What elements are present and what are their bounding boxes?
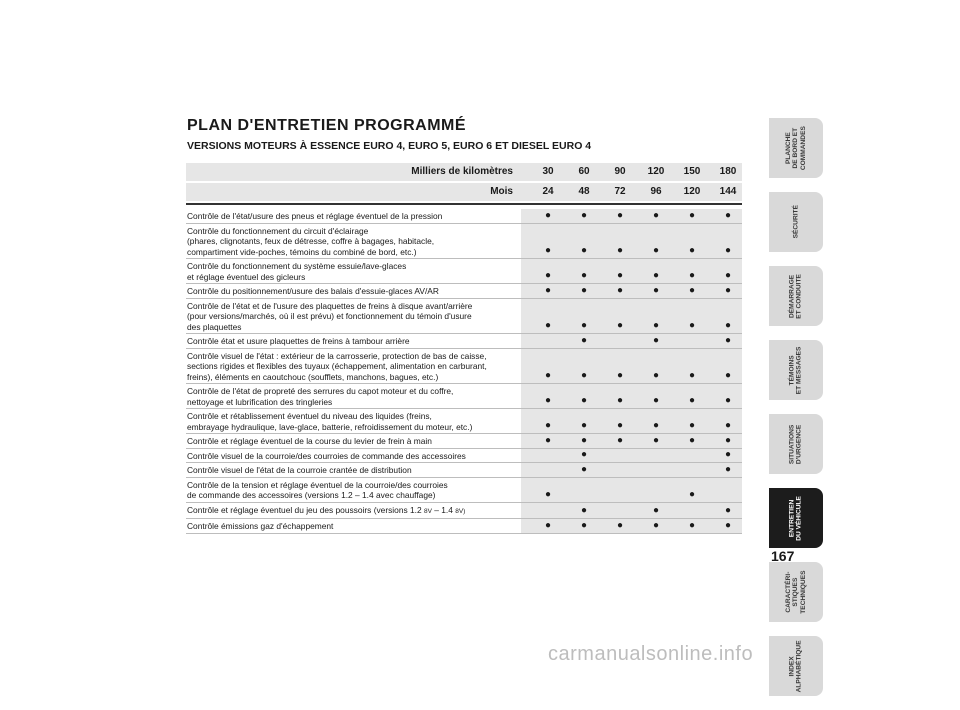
page-number: 167 — [771, 548, 795, 564]
months-header-cell: 24 — [542, 186, 554, 197]
service-mark: ● — [652, 395, 660, 406]
tab-label: INDEX ALPHABÉTIQUE — [788, 639, 803, 693]
tab-temoins[interactable] — [769, 340, 823, 400]
page-title: PLAN D'ENTRETIEN PROGRAMMÉ — [187, 117, 467, 134]
row-description-main: Contrôle et réglage éventuel du jeu des poussoirs (versions 1.2 — [187, 504, 424, 515]
service-mark: ● — [724, 434, 732, 446]
service-mark: ● — [616, 209, 624, 221]
service-mark: ● — [580, 505, 588, 516]
months-header-cell: 72 — [614, 186, 626, 197]
tab-label: SÉCURITÉ — [792, 205, 800, 239]
table-row — [186, 299, 742, 335]
service-mark: ● — [544, 395, 552, 406]
service-mark: ● — [652, 434, 660, 446]
row-description — [186, 503, 520, 519]
service-mark: ● — [544, 488, 552, 500]
service-mark: ● — [688, 488, 696, 500]
service-mark: ● — [724, 209, 732, 221]
table-row — [186, 463, 742, 478]
km-header-cell: 60 — [578, 166, 590, 177]
row-description: Contrôle de l'état et de l'usure des plaquettes de freins à disque avant/arrière (pour versions/marchés, où il est prévu) et fonctionnement du témoin d'usure des plaquettes — [187, 300, 473, 332]
maintenance-table — [186, 163, 742, 534]
tab-label: SITUATIONS D'URGENCE — [788, 424, 803, 464]
table-row — [186, 284, 742, 299]
service-mark: ● — [724, 284, 732, 296]
service-mark: ● — [724, 270, 732, 281]
table-row — [186, 259, 742, 284]
row-description: Contrôle et rétablissement éventuel du niveau des liquides (freins, embrayage hydraulique, lave-glace, batterie, refroidissement du moteur, etc.) — [187, 411, 473, 432]
service-mark: ● — [544, 284, 552, 296]
tab-entretien[interactable] — [769, 488, 823, 548]
service-mark: ● — [580, 270, 588, 281]
service-mark: ● — [652, 505, 660, 516]
service-mark: ● — [688, 270, 696, 281]
service-mark: ● — [580, 519, 588, 531]
km-header-cell: 150 — [683, 166, 701, 177]
table-row — [186, 434, 742, 449]
service-mark: ● — [724, 449, 732, 460]
service-mark: ● — [580, 395, 588, 406]
service-mark: ● — [580, 463, 588, 475]
service-mark: ● — [724, 334, 732, 346]
tab-label: TÉMOINS ET MESSAGES — [788, 346, 803, 394]
service-mark: ● — [580, 320, 588, 331]
table-row — [186, 334, 742, 349]
service-mark: ● — [652, 334, 660, 346]
km-header-row — [186, 163, 742, 181]
row-description-separator: – 1.4 — [431, 504, 456, 515]
section-tabs — [769, 118, 823, 710]
service-mark: ● — [544, 420, 552, 431]
tab-label: CARACTÉRI- STIQUES TECHNIQUES — [784, 570, 807, 614]
row-description: Contrôle émissions gaz d'échappement — [187, 521, 334, 531]
service-mark: ● — [724, 420, 732, 431]
service-mark: ● — [580, 334, 588, 346]
tab-index[interactable] — [769, 636, 823, 696]
tab-demarrage[interactable] — [769, 266, 823, 326]
row-description-version: 8V — [423, 507, 432, 515]
service-mark: ● — [580, 434, 588, 446]
row-description: Contrôle du fonctionnement du système essuie/lave-glaces et réglage éventuel des gicleurs — [187, 261, 407, 282]
row-description: Contrôle de l'état/usure des pneus et réglage éventuel de la pression — [187, 211, 443, 221]
service-mark: ● — [652, 420, 660, 431]
row-description: Contrôle visuel de la courroie/des courroies de commande des accessoires — [187, 450, 466, 461]
service-mark: ● — [652, 245, 660, 256]
row-description: Contrôle du positionnement/usure des balais d'essuie-glaces AV/AR — [187, 286, 439, 296]
service-mark: ● — [616, 434, 624, 446]
service-mark: ● — [580, 420, 588, 431]
service-mark: ● — [652, 370, 660, 381]
service-mark: ● — [544, 519, 552, 531]
service-mark: ● — [652, 284, 660, 296]
service-mark: ● — [724, 505, 732, 516]
service-mark: ● — [724, 519, 732, 531]
service-mark: ● — [724, 370, 732, 381]
service-mark: ● — [652, 519, 660, 531]
page-subtitle: VERSIONS MOTEURS À ESSENCE EURO 4, EURO 5, EURO 6 ET DIESEL EURO 4 — [187, 140, 592, 152]
service-mark: ● — [544, 370, 552, 381]
table-row — [186, 224, 742, 260]
service-mark: ● — [652, 320, 660, 331]
table-row — [186, 503, 742, 520]
table-row — [186, 478, 742, 503]
service-mark: ● — [616, 245, 624, 256]
row-description: Contrôle de la tension et réglage éventuel de la courroie/des courroies de commande des accessoires (versions 1.2 – 1.4 avec chauffage) — [187, 479, 448, 500]
row-description: Contrôle état et usure plaquettes de freins à tambour arrière — [187, 336, 410, 346]
months-header-row — [186, 183, 742, 201]
service-mark: ● — [544, 245, 552, 256]
km-header-cell: 180 — [719, 166, 737, 177]
table-row — [186, 209, 742, 224]
table-row — [186, 349, 742, 385]
service-mark: ● — [688, 245, 696, 256]
service-mark: ● — [616, 519, 624, 531]
months-header-cell: 120 — [683, 186, 701, 197]
service-mark: ● — [688, 420, 696, 431]
service-mark: ● — [688, 434, 696, 446]
service-mark: ● — [544, 209, 552, 221]
months-header-label: Mois — [490, 186, 513, 197]
months-header-cell: 48 — [578, 186, 590, 197]
tab-label: ENTRETIEN DU VÉHICULE — [788, 495, 803, 541]
service-mark: ● — [688, 284, 696, 296]
service-mark: ● — [580, 245, 588, 256]
km-header-cell: 90 — [614, 166, 626, 177]
service-mark: ● — [724, 320, 732, 331]
service-mark: ● — [652, 209, 660, 221]
service-mark: ● — [580, 284, 588, 296]
service-mark: ● — [724, 395, 732, 406]
row-description: Contrôle de l'état de propreté des serrures du capot moteur et du coffre, nettoyage et lubrification des tringleries — [187, 386, 454, 407]
tab-label: PLANCHE DE BORD ET COMMANDES — [784, 126, 807, 170]
tab-label: DÉMARRAGE ET CONDUITE — [788, 273, 803, 319]
service-mark: ● — [616, 284, 624, 296]
table-row — [186, 409, 742, 434]
tab-caracteristiques[interactable] — [769, 562, 823, 622]
service-mark: ● — [544, 434, 552, 446]
table-row — [186, 449, 742, 464]
row-description: Contrôle et réglage éventuel de la course du levier de frein à main — [187, 436, 432, 446]
service-mark: ● — [616, 370, 624, 381]
service-mark: ● — [688, 320, 696, 331]
service-mark: ● — [688, 209, 696, 221]
service-mark: ● — [616, 320, 624, 331]
service-mark: ● — [724, 245, 732, 256]
service-mark: ● — [580, 449, 588, 460]
service-mark: ● — [688, 519, 696, 531]
service-mark: ● — [616, 420, 624, 431]
km-header-cell: 120 — [647, 166, 665, 177]
service-mark: ● — [652, 270, 660, 281]
service-mark: ● — [616, 270, 624, 281]
service-mark: ● — [724, 463, 732, 475]
months-header-cell: 144 — [719, 186, 737, 197]
watermark: carmanualsonline.info — [548, 643, 754, 665]
service-mark: ● — [580, 370, 588, 381]
service-mark: ● — [688, 395, 696, 406]
row-description: Contrôle visuel de l'état : extérieur de la carrosserie, protection de bas de caisse, sections rigides et flexibles des tuyaux (échappement, alimentation en carburant, freins), éléments en caoutchouc (soufflets, manchons, bagues, etc.) — [187, 350, 487, 382]
table-row — [186, 384, 742, 409]
header-divider — [186, 203, 742, 205]
service-mark: ● — [616, 395, 624, 406]
table-row — [186, 519, 742, 534]
km-header-label: Milliers de kilomètres — [411, 166, 513, 177]
service-mark: ● — [544, 320, 552, 331]
km-header-cell: 30 — [542, 166, 554, 177]
service-mark: ● — [688, 370, 696, 381]
service-mark: ● — [580, 209, 588, 221]
tab-situations-urgence[interactable] — [769, 414, 823, 474]
tab-planche-de-bord[interactable] — [769, 118, 823, 178]
months-header-cell: 96 — [650, 186, 662, 197]
row-description: Contrôle du fonctionnement du circuit d'éclairage (phares, clignotants, feux de détresse, coffre à bagages, habitacle, compartiment vide-poches, témoins du combiné de bord, etc.) — [187, 225, 435, 257]
row-description: Contrôle visuel de l'état de la courroie crantée de distribution — [187, 465, 412, 475]
tab-securite[interactable] — [769, 192, 823, 252]
row-description-version: 8V) — [455, 507, 466, 515]
service-mark: ● — [544, 270, 552, 281]
